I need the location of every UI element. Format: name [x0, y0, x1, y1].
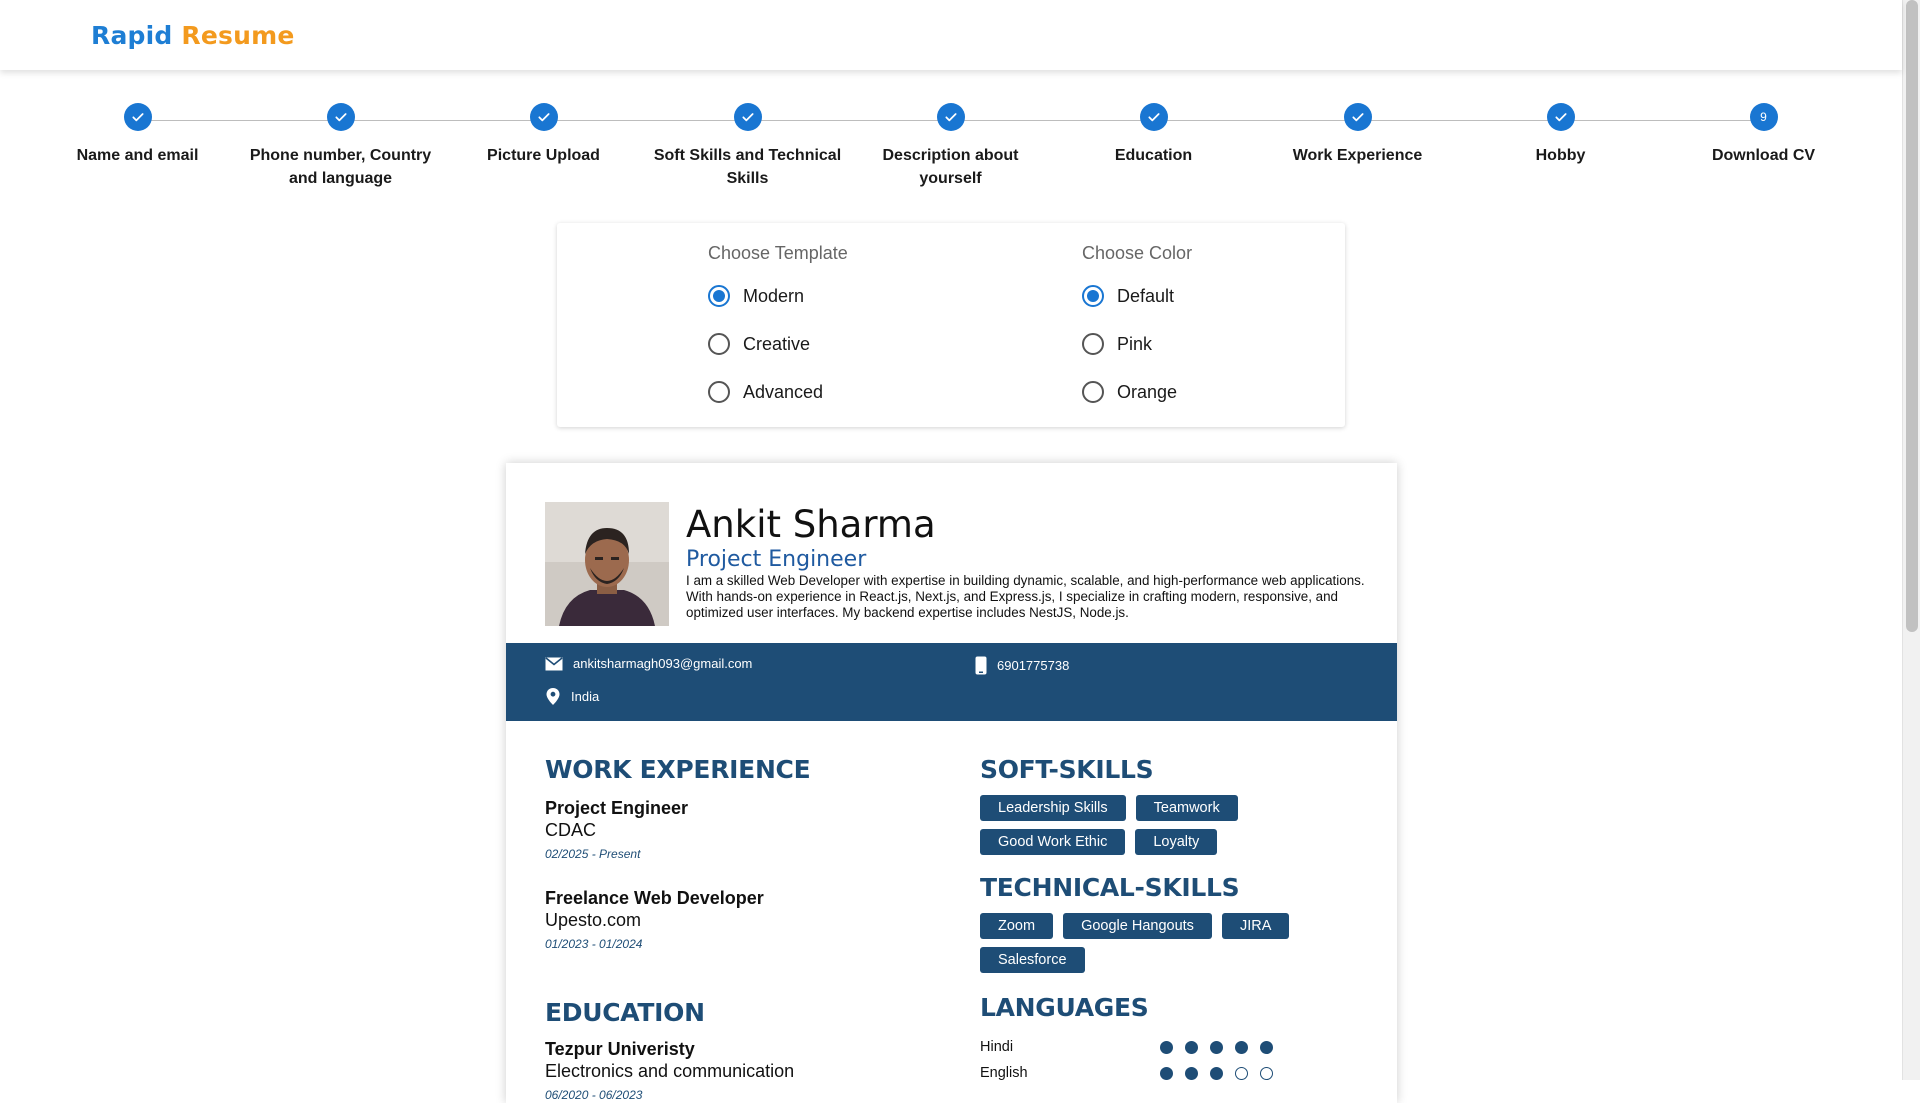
level-dot-empty	[1235, 1067, 1248, 1080]
scrollbar-thumb[interactable]	[1906, 0, 1918, 632]
contact-bar	[506, 643, 1397, 721]
language-level	[1160, 1041, 1285, 1054]
step-label: Name and email	[76, 147, 199, 164]
contact-phone	[975, 656, 1069, 675]
step-label: Description about yourself	[882, 147, 1019, 187]
education-dates: 06/2020 - 06/2023	[545, 1088, 643, 1102]
job-company: CDAC	[545, 820, 597, 840]
step-skills[interactable]	[646, 103, 849, 190]
job-company: Upesto.com	[545, 910, 642, 930]
vertical-scrollbar[interactable]	[1902, 0, 1920, 1080]
step-label: Picture Upload	[487, 147, 600, 164]
skill-chip: Good Work Ethic	[980, 829, 1125, 855]
check-icon	[124, 103, 152, 131]
level-dot-filled	[1260, 1041, 1273, 1054]
step-picture-upload[interactable]	[442, 103, 645, 167]
skill-chip: JIRA	[1222, 913, 1289, 939]
level-dot-filled	[1235, 1041, 1248, 1054]
language-name: English	[980, 1065, 1028, 1081]
resume-right-column	[980, 755, 1380, 1086]
step-education[interactable]	[1052, 103, 1255, 167]
resume-left-column	[545, 755, 945, 1102]
job-title: Project Engineer	[545, 798, 689, 818]
step-work-experience[interactable]	[1256, 103, 1459, 167]
level-dot-filled	[1210, 1067, 1223, 1080]
contact-location	[545, 687, 599, 706]
step-phone-country-language[interactable]	[239, 103, 442, 190]
template-option-creative[interactable]	[708, 320, 848, 368]
phone-text: 6901775738	[997, 658, 1070, 673]
check-icon	[1547, 103, 1575, 131]
color-group-title: Choose Color	[1082, 243, 1193, 263]
level-dot-filled	[1210, 1041, 1223, 1054]
step-download-cv[interactable]	[1662, 103, 1865, 167]
soft-skills-list	[980, 795, 1380, 863]
radio-unchecked-icon[interactable]	[1082, 381, 1104, 403]
step-label: Phone number, Country and language	[249, 147, 432, 187]
job-dates: 01/2023 - 01/2024	[545, 937, 643, 951]
education-degree: Electronics and communication	[545, 1061, 795, 1081]
language-row	[980, 1060, 1380, 1086]
skill-chip: Leadership Skills	[980, 795, 1126, 821]
soft-skills-heading: SOFT-SKILLS	[980, 755, 1154, 784]
skill-chip: Google Hangouts	[1063, 913, 1212, 939]
level-dot-filled	[1160, 1041, 1173, 1054]
contact-email	[545, 656, 752, 671]
language-row	[980, 1034, 1380, 1060]
location-pin-icon	[545, 687, 561, 706]
level-dot-filled	[1160, 1067, 1173, 1080]
radio-unchecked-icon[interactable]	[708, 381, 730, 403]
step-name-and-email[interactable]	[36, 103, 239, 167]
job-title: Freelance Web Developer	[545, 888, 764, 908]
check-icon	[530, 103, 558, 131]
resume-preview	[506, 463, 1397, 1103]
option-label: Modern	[743, 285, 805, 306]
profile-photo	[545, 502, 669, 626]
level-dot-empty	[1260, 1067, 1273, 1080]
technical-skills-heading: TECHNICAL-SKILLS	[980, 873, 1240, 902]
template-options-panel	[557, 223, 1345, 427]
language-name: Hindi	[980, 1039, 1014, 1055]
option-label: Orange	[1117, 381, 1178, 402]
technical-skills-list	[980, 913, 1380, 981]
app-header	[0, 0, 1902, 70]
level-dot-filled	[1185, 1067, 1198, 1080]
logo-text-resume: Resume	[181, 20, 295, 50]
template-choice-group	[708, 243, 848, 416]
resume-description: I am a skilled Web Developer with expertise in building dynamic, scalable, and high-performance web applications. With hands-on experience in React.js, Next.js, and Express.js, I specialize in crafting modern, responsive, and optimized user interfaces. My backend expertise includes NestJS, Node.js.	[686, 573, 1365, 620]
template-option-modern[interactable]	[708, 272, 848, 320]
resume-role: Project Engineer	[686, 547, 867, 572]
step-label: Hobby	[1535, 147, 1586, 164]
skill-chip: Loyalty	[1135, 829, 1217, 855]
check-icon	[937, 103, 965, 131]
step-number: 9	[1750, 103, 1778, 131]
step-label: Soft Skills and Technical Skills	[653, 147, 842, 187]
color-option-pink[interactable]	[1082, 320, 1192, 368]
resume-name: Ankit Sharma	[686, 503, 936, 546]
step-label: Education	[1114, 147, 1193, 164]
check-icon	[734, 103, 762, 131]
work-experience-heading: WORK EXPERIENCE	[545, 755, 811, 784]
job-entry	[545, 888, 945, 951]
level-dot-filled	[1185, 1041, 1198, 1054]
step-label: Work Experience	[1292, 147, 1423, 164]
app-logo[interactable]	[91, 21, 294, 50]
skill-chip: Salesforce	[980, 947, 1085, 973]
template-option-advanced[interactable]	[708, 368, 848, 416]
option-label: Advanced	[743, 381, 824, 402]
check-icon	[1140, 103, 1168, 131]
radio-checked-icon[interactable]	[1082, 285, 1104, 307]
skill-chip: Zoom	[980, 913, 1053, 939]
education-heading: EDUCATION	[545, 998, 705, 1027]
step-label: Download CV	[1711, 147, 1816, 164]
radio-checked-icon[interactable]	[708, 285, 730, 307]
progress-stepper	[0, 103, 1902, 203]
job-entry	[545, 798, 945, 861]
phone-icon	[975, 656, 987, 675]
logo-text-rapid: Rapid	[91, 20, 173, 50]
option-label: Default	[1117, 285, 1175, 306]
languages-list	[980, 1034, 1380, 1086]
step-hobby[interactable]	[1459, 103, 1662, 167]
languages-heading: LANGUAGES	[980, 993, 1149, 1022]
language-level	[1160, 1067, 1285, 1080]
check-icon	[1344, 103, 1372, 131]
mail-icon	[545, 657, 563, 671]
radio-unchecked-icon[interactable]	[708, 333, 730, 355]
color-option-orange[interactable]	[1082, 368, 1192, 416]
email-text: ankitsharmagh093@gmail.com	[573, 656, 753, 671]
radio-unchecked-icon[interactable]	[1082, 333, 1104, 355]
option-label: Creative	[743, 333, 811, 354]
template-group-title: Choose Template	[708, 243, 848, 263]
skill-chip: Teamwork	[1136, 795, 1238, 821]
location-text: India	[571, 689, 600, 704]
check-icon	[327, 103, 355, 131]
education-school: Tezpur Univeristy	[545, 1039, 695, 1059]
job-dates: 02/2025 - Present	[545, 847, 641, 861]
color-option-default[interactable]	[1082, 272, 1192, 320]
color-choice-group	[1082, 243, 1192, 416]
education-entry	[545, 1039, 945, 1102]
option-label: Pink	[1117, 333, 1153, 354]
step-description[interactable]	[849, 103, 1052, 190]
